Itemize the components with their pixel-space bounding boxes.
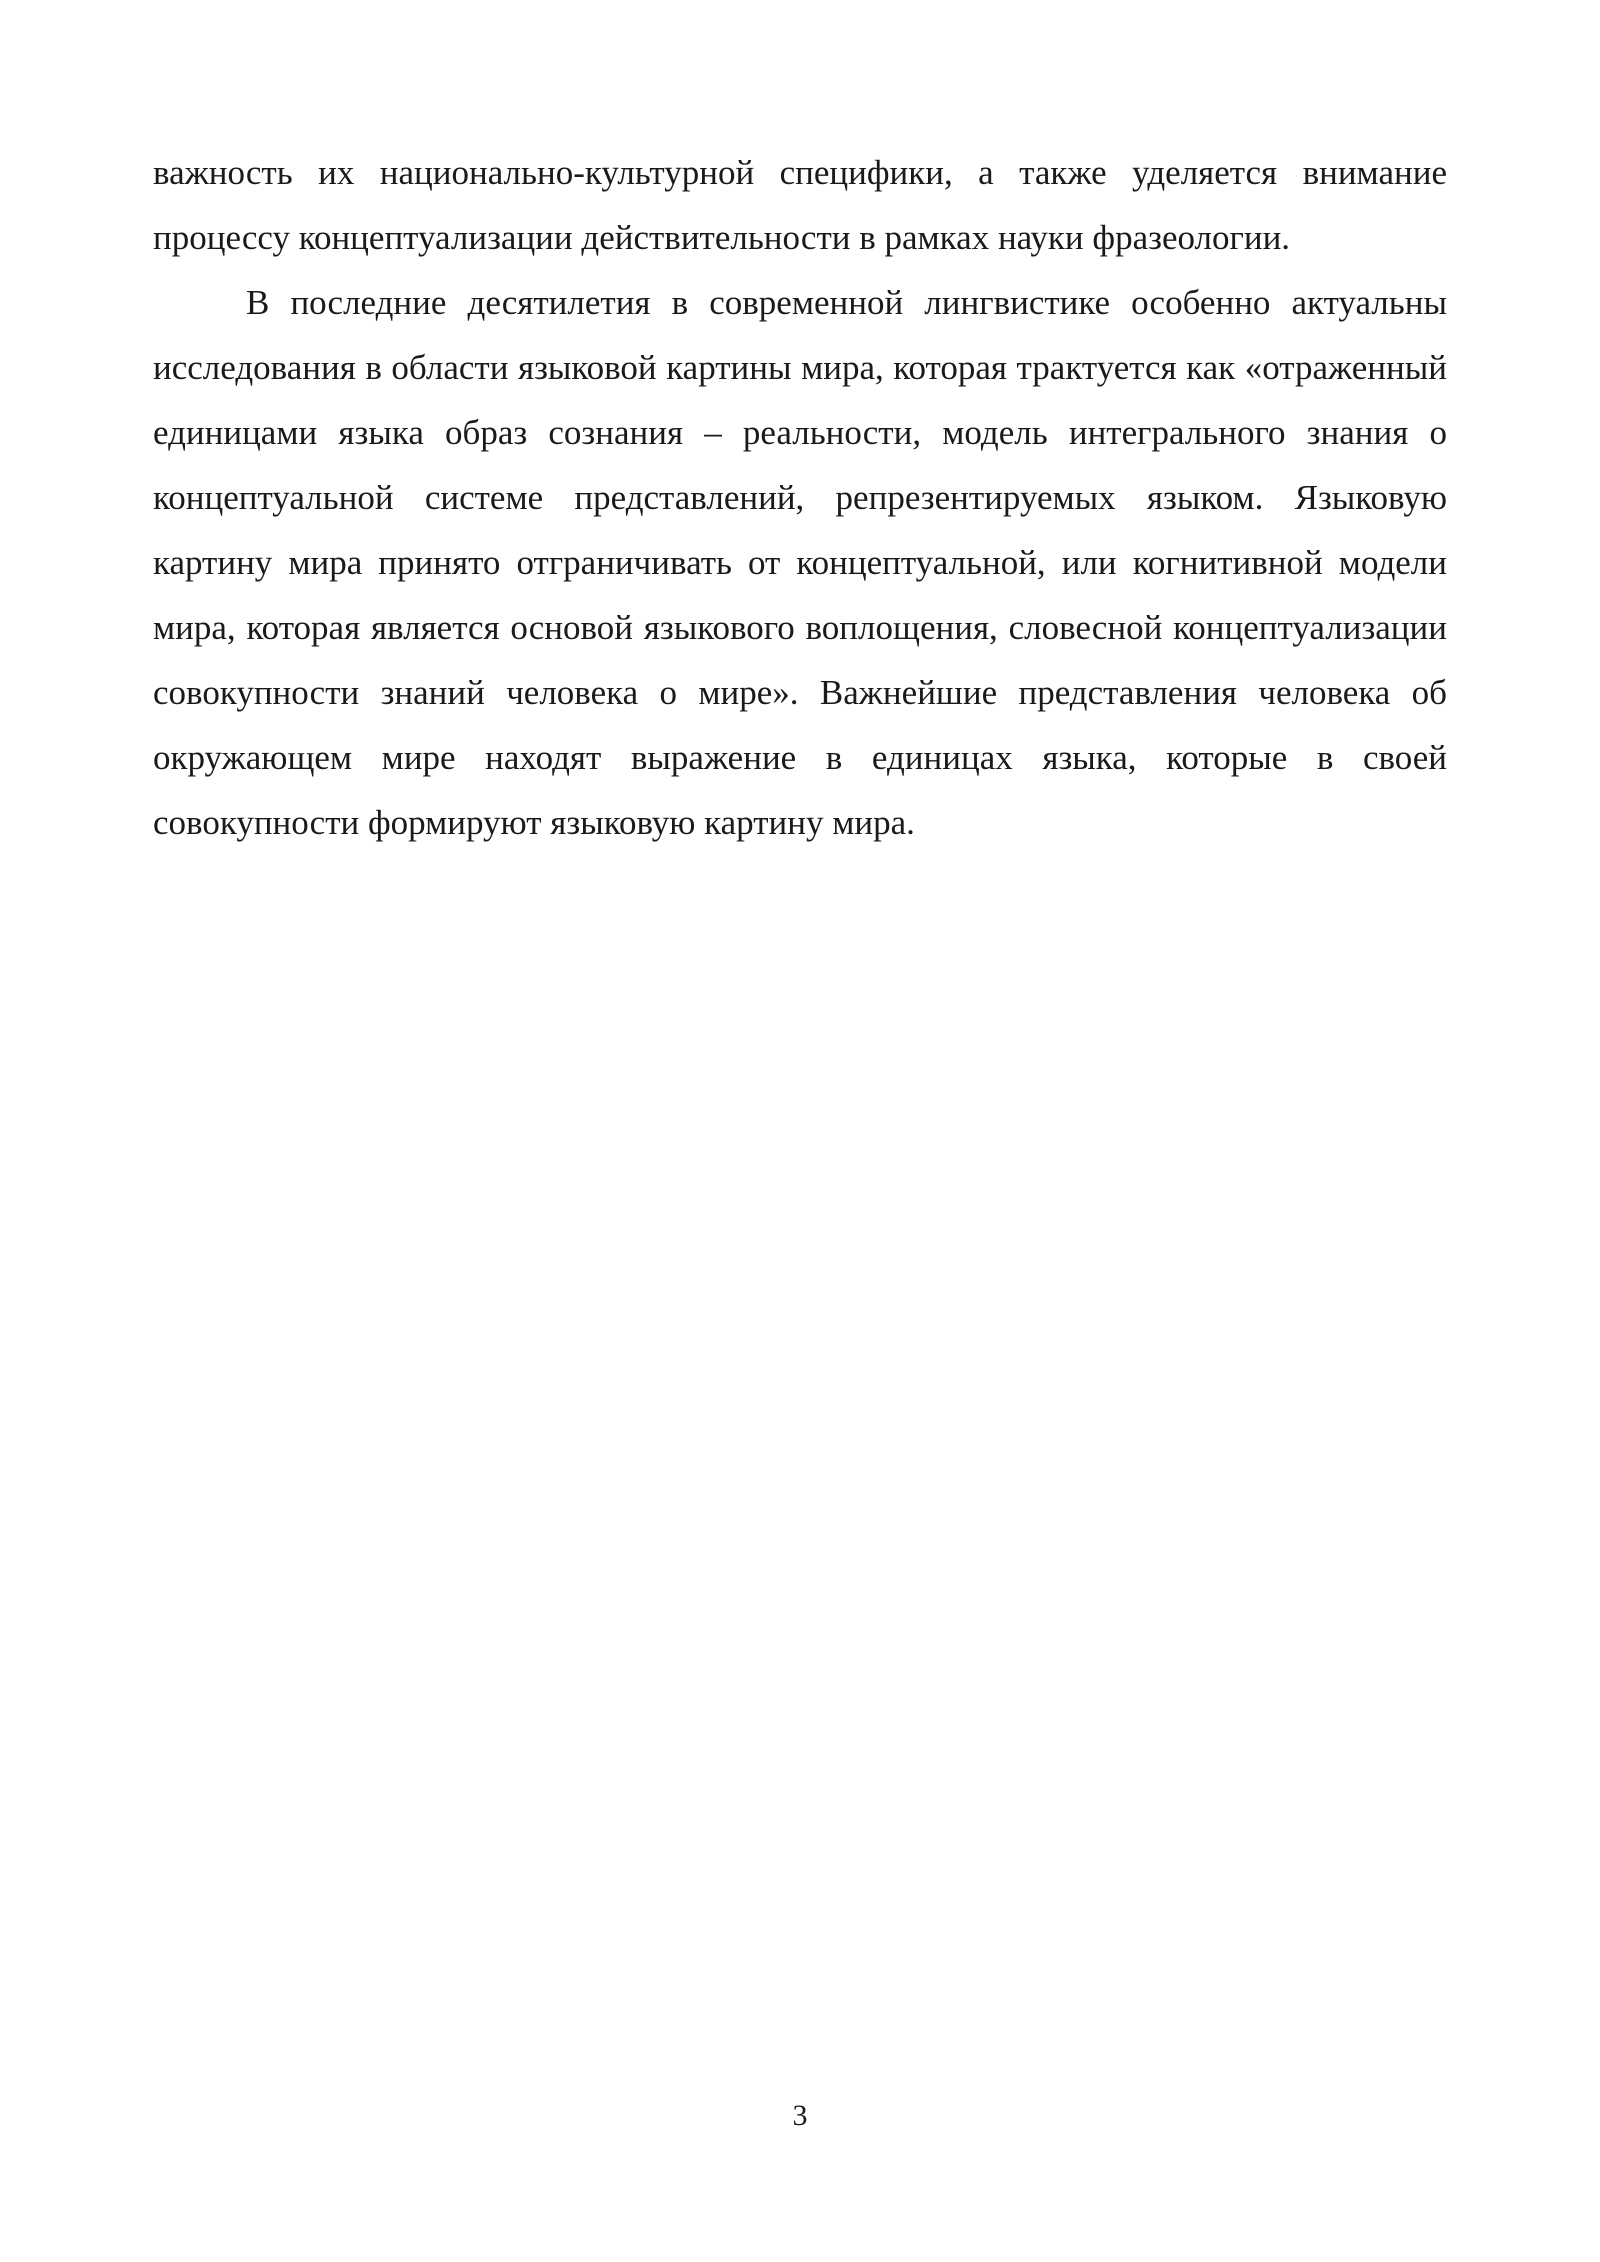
body-text	[153, 140, 1447, 855]
paragraph-language-worldview: В последние десятилетия в современной лингвистике особенно актуальны исследования в области языковой картины мира, которая трактуется как «отраженный единицами языка образ сознания – реальности, модель интегрального знания о концептуальной системе представлений, репрезентируемых языком. Языковую картину мира принято отграничивать от концептуальной, или когнитивной модели мира, которая является основой языкового воплощения, словесной концептуализации совокупности знаний человека о мире». Важнейшие представления человека об окружающем мире находят выражение в единицах языка, которые в своей совокупности формируют языковую картину мира.	[153, 283, 1447, 842]
paragraph-continuation: важность их национально-культурной специфики, а также уделяется внимание процессу концептуализации действительности в рамках науки фразеологии.	[153, 153, 1447, 257]
page-number: 3	[792, 2099, 808, 2132]
